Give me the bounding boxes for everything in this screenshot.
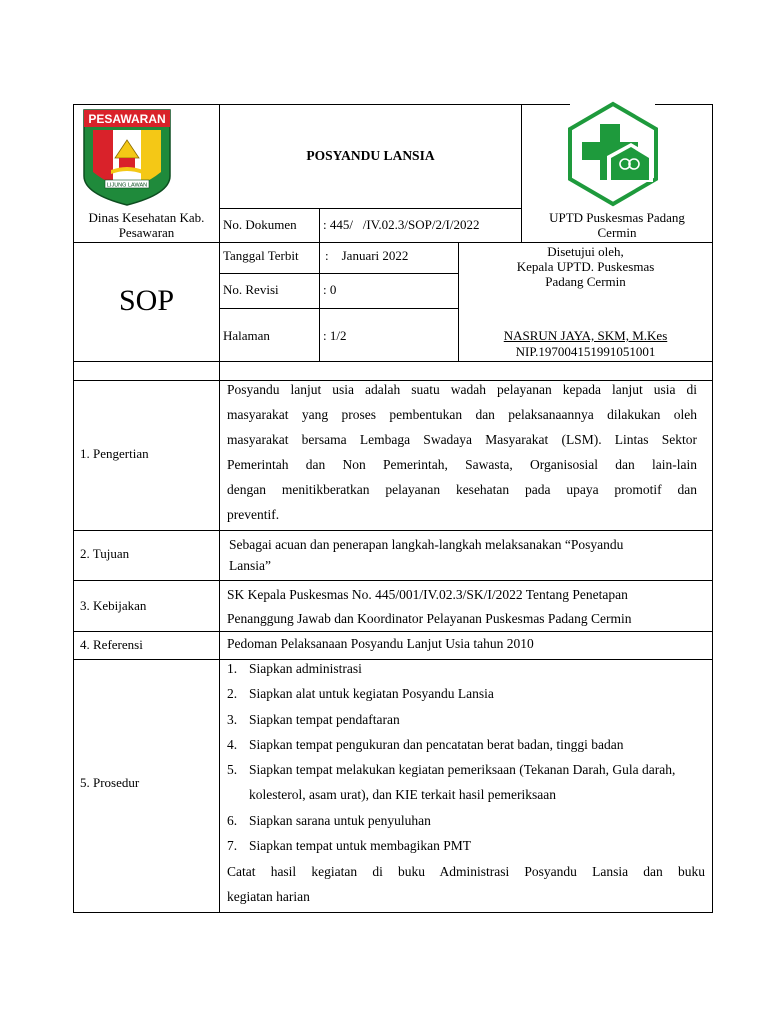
- org-left-line2: Pesawaran: [118, 225, 175, 240]
- list-item: [227, 656, 705, 681]
- sop-label: SOP: [118, 284, 175, 317]
- step-number: 4.: [227, 736, 238, 752]
- text-line: Pemerintah dan Non Pemerintah, Sawasta, Organisosial dan lain-lain: [227, 457, 697, 472]
- table-line: [73, 530, 713, 531]
- pesawaran-banner-text: PESAWARAN: [88, 112, 166, 126]
- org-right-name: [522, 210, 712, 240]
- step-text: Siapkan tempat melakukan kegiatan pemeriksaan (Tekanan Darah, Gula darah, kolesterol, asam urat), dan KIE terkait hasil pemeriksaan: [249, 762, 676, 803]
- table-line: [73, 361, 713, 362]
- text-line: masyarakat bersama Lembaga Swadaya Masyarakat (LSM). Lintas Sektor: [227, 432, 697, 447]
- document-number-value: : 445/ /IV.02.3/SOP/2/I/2022: [323, 217, 480, 232]
- step-number: 2.: [227, 686, 238, 702]
- table-line: [219, 308, 459, 309]
- table-top-border-left: [73, 104, 570, 105]
- section-prosedur-content: [227, 656, 705, 909]
- section-text-kebijakan: [227, 583, 707, 631]
- org-right-line1: UPTD Puskesmas Padang: [549, 210, 685, 225]
- page-label: Halaman: [223, 328, 270, 343]
- section-label-pengertian: 1. Pengertian: [80, 446, 149, 461]
- step-number: 3.: [227, 711, 238, 727]
- text-line: kegiatan harian: [227, 889, 310, 905]
- revision-value: : 0: [323, 282, 337, 297]
- pesawaran-motto: LIJUNG LAWAN: [106, 182, 148, 189]
- approval-block: [459, 244, 712, 289]
- table-line: [73, 580, 713, 581]
- text-line: Posyandu lanjut usia adalah suatu wadah pelayanan kepada lanjut usia di: [227, 382, 697, 397]
- org-right-line2: Cermin: [597, 225, 637, 240]
- table-line: [319, 208, 320, 361]
- text-line: preventif.: [227, 507, 280, 522]
- issue-date-label: Tanggal Terbit: [223, 248, 299, 263]
- document-title: POSYANDU LANSIA: [306, 148, 435, 163]
- list-item: [227, 757, 705, 808]
- page-value: : 1/2: [323, 328, 347, 343]
- text-line: masyarakat yang proses pembentukan dan pelaksanaannya dilakukan oleh: [227, 407, 697, 422]
- table-bottom-border: [73, 912, 713, 913]
- section-label-kebijakan: 3. Kebijakan: [80, 598, 147, 613]
- text-line: SK Kepala Puskesmas No. 445/001/IV.02.3/SK/I/2022 Tentang Penetapan: [227, 587, 628, 602]
- list-item: [227, 732, 705, 757]
- text-line: Lansia”: [229, 558, 271, 573]
- step-text: Siapkan administrasi: [249, 661, 362, 676]
- issue-date-value: : Januari 2022: [325, 248, 409, 263]
- step-number: 6.: [227, 812, 238, 828]
- table-line: [219, 273, 459, 274]
- text-line: Catat hasil kegiatan di buku Administrasi Posyandu Lansia dan buku: [227, 864, 705, 880]
- table-line: [219, 208, 521, 209]
- approval-line3: Padang Cermin: [545, 274, 626, 289]
- section-text-referensi: Pedoman Pelaksanaan Posyandu Lanjut Usia tahun 2010: [227, 636, 534, 651]
- list-item: [227, 808, 705, 833]
- step-number: 7.: [227, 838, 238, 854]
- step-text: Siapkan sarana untuk penyuluhan: [249, 812, 431, 828]
- step-text: Siapkan alat untuk kegiatan Posyandu Lansia: [249, 686, 494, 702]
- list-item: [227, 833, 705, 858]
- section-text-tujuan: [229, 534, 699, 576]
- text-line: dengan menitikberatkan pelayanan kesehatan pada upaya promotif dan: [227, 482, 697, 497]
- org-left-name: [74, 210, 219, 240]
- puskesmas-logo: [567, 100, 659, 208]
- org-left-line1: Dinas Kesehatan Kab.: [88, 210, 205, 225]
- text-line: Penanggung Jawab dan Koordinator Pelayanan Puskesmas Padang Cermin: [227, 611, 632, 626]
- step-text: Siapkan tempat pendaftaran: [249, 711, 400, 727]
- section-label-tujuan: 2. Tujuan: [80, 546, 130, 561]
- list-item: [227, 707, 705, 732]
- table-top-border-right: [655, 104, 713, 105]
- table-line: [73, 242, 713, 243]
- text-line: Sebagai acuan dan penerapan langkah-langkah melaksanakan “Posyandu: [229, 537, 624, 552]
- table-right-border: [712, 104, 713, 913]
- procedure-steps: [227, 656, 705, 858]
- procedure-closing: [227, 859, 705, 909]
- section-label-prosedur: 5. Prosedur: [80, 775, 140, 790]
- approval-line1: Disetujui oleh,: [547, 244, 624, 259]
- table-line: [219, 104, 220, 913]
- section-label-referensi: 4. Referensi: [80, 637, 143, 652]
- table-line: [73, 631, 713, 632]
- step-number: 1.: [227, 661, 238, 676]
- document-number-label: No. Dokumen: [223, 217, 297, 232]
- signer-name: NASRUN JAYA, SKM, M.Kes: [503, 328, 668, 343]
- section-text-pengertian: [227, 377, 697, 527]
- step-text: Siapkan tempat pengukuran dan pencatatan berat badan, tinggi badan: [249, 736, 624, 752]
- step-number: 5.: [227, 762, 238, 778]
- approval-line2: Kepala UPTD. Puskesmas: [516, 259, 655, 274]
- list-item: [227, 681, 705, 706]
- signer-nip: NIP.197004151991051001: [515, 344, 656, 359]
- step-text: Siapkan tempat untuk membagikan PMT: [249, 838, 471, 854]
- pesawaran-logo: [81, 106, 173, 206]
- revision-label: No. Revisi: [223, 282, 279, 297]
